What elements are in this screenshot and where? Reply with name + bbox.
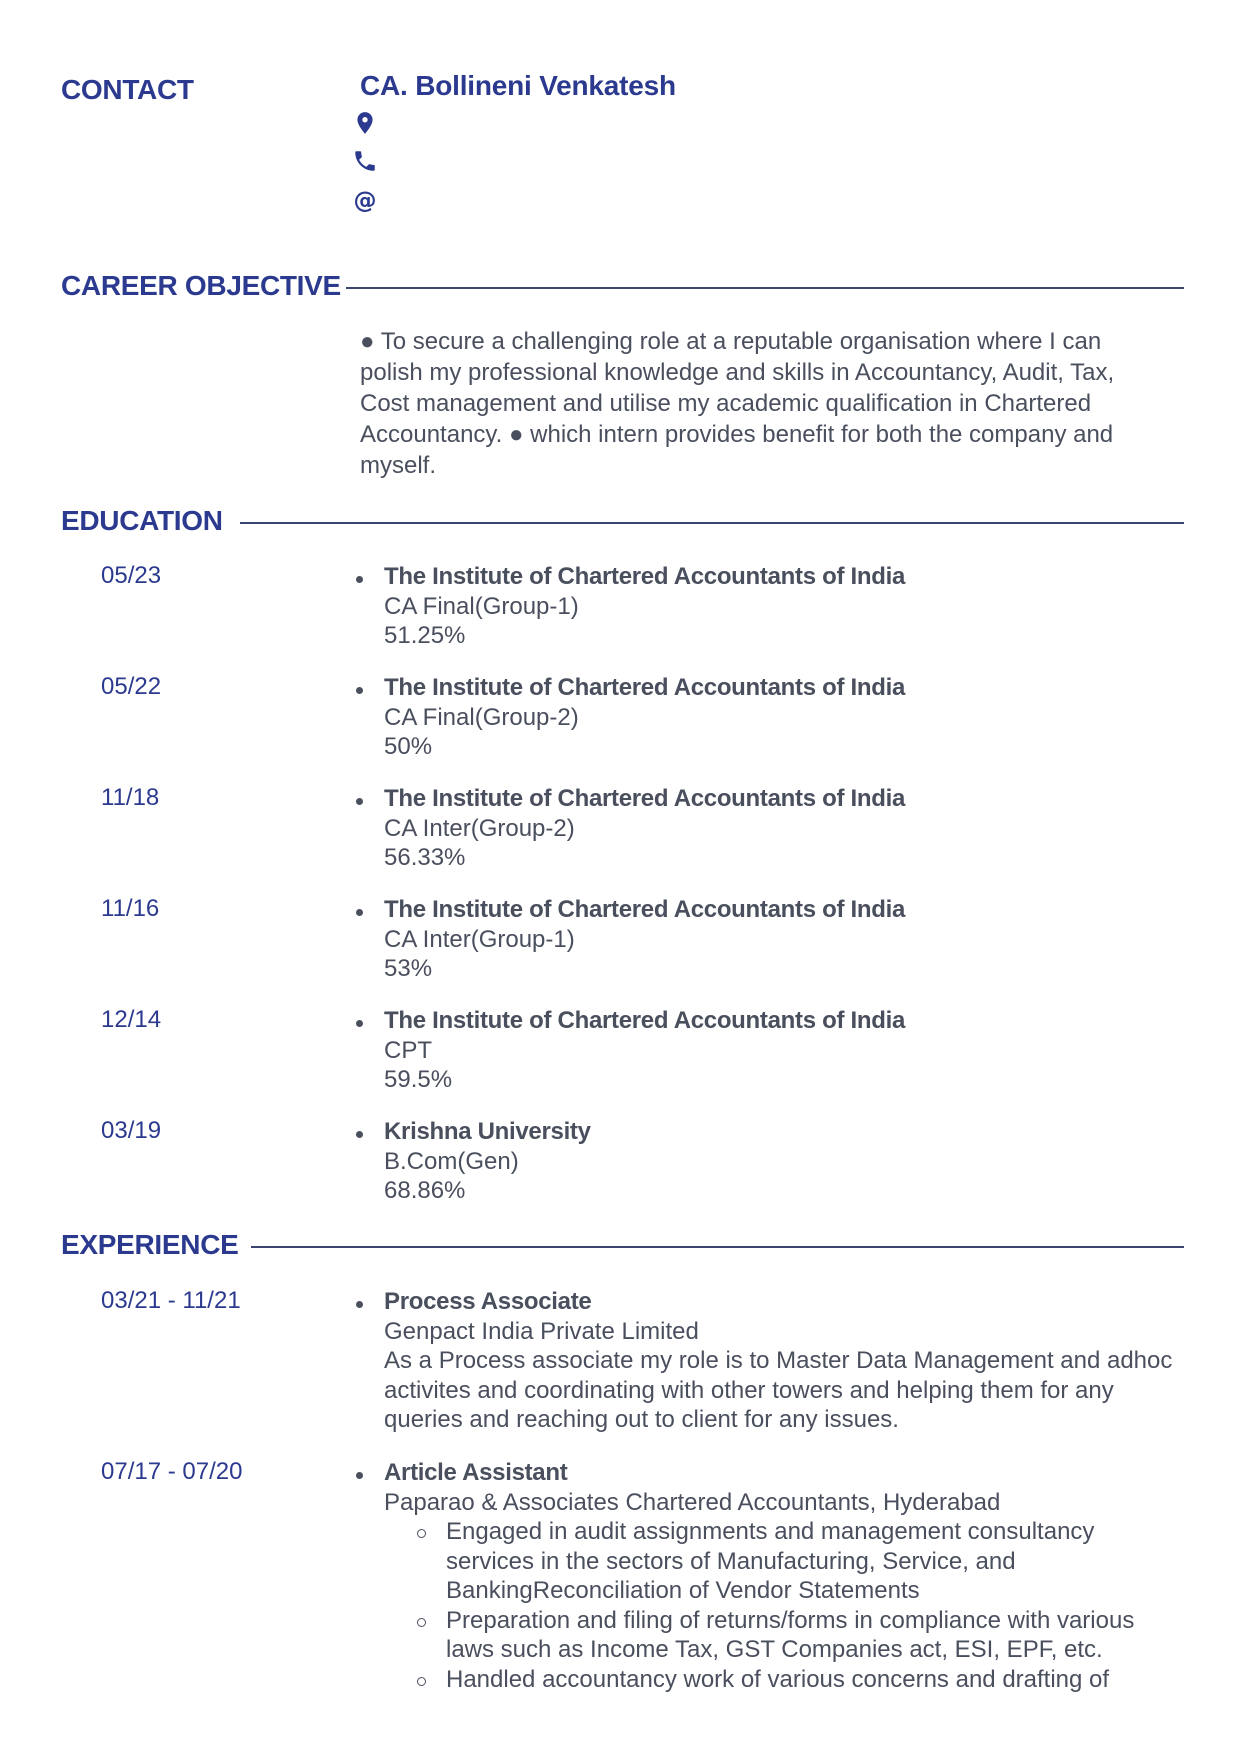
score: 51.25%: [384, 622, 466, 649]
job-role: Process Associate: [384, 1288, 592, 1315]
job-description: As a Process associate my role is to Master Data Management and adhoc activites and coordinating with other towers and helping them for any queries and reaching out to client for any issues.: [384, 1347, 1173, 1433]
score: 53%: [384, 955, 433, 982]
responsibility-list: [384, 1517, 1184, 1694]
section-divider: [240, 522, 1184, 524]
location-icon: [352, 110, 378, 136]
institution-name: Krishna University: [384, 1118, 591, 1145]
score: 59.5%: [384, 1066, 453, 1093]
score: 68.86%: [384, 1177, 466, 1204]
phone-icon: [352, 148, 378, 174]
institution-name: The Institute of Chartered Accountants of India: [384, 785, 906, 812]
experience-date: 07/17 - 07/20: [101, 1458, 243, 1485]
education-date: 12/14: [101, 1006, 162, 1033]
section-divider: [346, 287, 1184, 289]
candidate-name: CA. Bollineni Venkatesh: [360, 70, 676, 101]
bullet: [356, 1472, 363, 1479]
score: 50%: [384, 733, 433, 760]
education-date: 05/22: [101, 673, 162, 700]
experience-date: 03/21 - 11/21: [101, 1287, 241, 1314]
section-divider: [251, 1246, 1184, 1248]
education-date: 11/18: [101, 784, 160, 811]
job-role: Article Assistant: [384, 1459, 568, 1486]
institution-name: The Institute of Chartered Accountants of India: [384, 896, 906, 923]
email-icon: [352, 187, 378, 213]
education-date: 11/16: [101, 895, 160, 922]
institution-name: The Institute of Chartered Accountants of India: [384, 1007, 906, 1034]
course-name: B.Com(Gen): [384, 1147, 519, 1175]
contact-heading: CONTACT: [61, 74, 194, 105]
svg-text:@: @: [353, 188, 377, 213]
course-name: CA Inter(Group-1): [384, 925, 575, 953]
bullet: [356, 687, 363, 694]
course-name: CA Final(Group-1): [384, 592, 579, 620]
score: 56.33%: [384, 844, 466, 871]
bullet: [356, 798, 363, 805]
bullet: [356, 909, 363, 916]
responsibility-item: Preparation and filing of returns/forms in compliance with various laws such as Income Tax, GST Companies act, ESI, EPF, etc.: [384, 1606, 1184, 1665]
bullet: [356, 1020, 363, 1027]
institution-name: The Institute of Chartered Accountants of India: [384, 563, 906, 590]
experience-heading: EXPERIENCE: [61, 1229, 239, 1260]
career-objective-heading: CAREER OBJECTIVE: [61, 270, 341, 301]
education-heading: EDUCATION: [61, 505, 223, 536]
bullet: [356, 1131, 363, 1138]
career-objective-text: ● To secure a challenging role at a reputable organisation where I can polish my professional knowledge and skills in Accountancy, Audit, Tax, Cost management and utilise my academic qualification in Chartered Accountancy. ● which intern provides benefit for both the company and myself.: [360, 328, 1115, 479]
responsibility-item: Handled accountancy work of various concerns and drafting of: [384, 1665, 1184, 1695]
course-name: CA Inter(Group-2): [384, 814, 575, 842]
education-date: 03/19: [101, 1117, 162, 1144]
company-name: Genpact India Private Limited: [384, 1317, 699, 1345]
bullet: [356, 576, 363, 583]
company-name: Paparao & Associates Chartered Accountants, Hyderabad: [384, 1488, 1001, 1516]
responsibility-item: Engaged in audit assignments and management consultancy services in the sectors of Manufacturing, Service, and BankingReconciliation of Vendor Statements: [384, 1517, 1184, 1606]
bullet: [356, 1301, 363, 1308]
course-name: CPT: [384, 1036, 432, 1064]
course-name: CA Final(Group-2): [384, 703, 579, 731]
institution-name: The Institute of Chartered Accountants of India: [384, 674, 906, 701]
education-date: 05/23: [101, 562, 162, 589]
